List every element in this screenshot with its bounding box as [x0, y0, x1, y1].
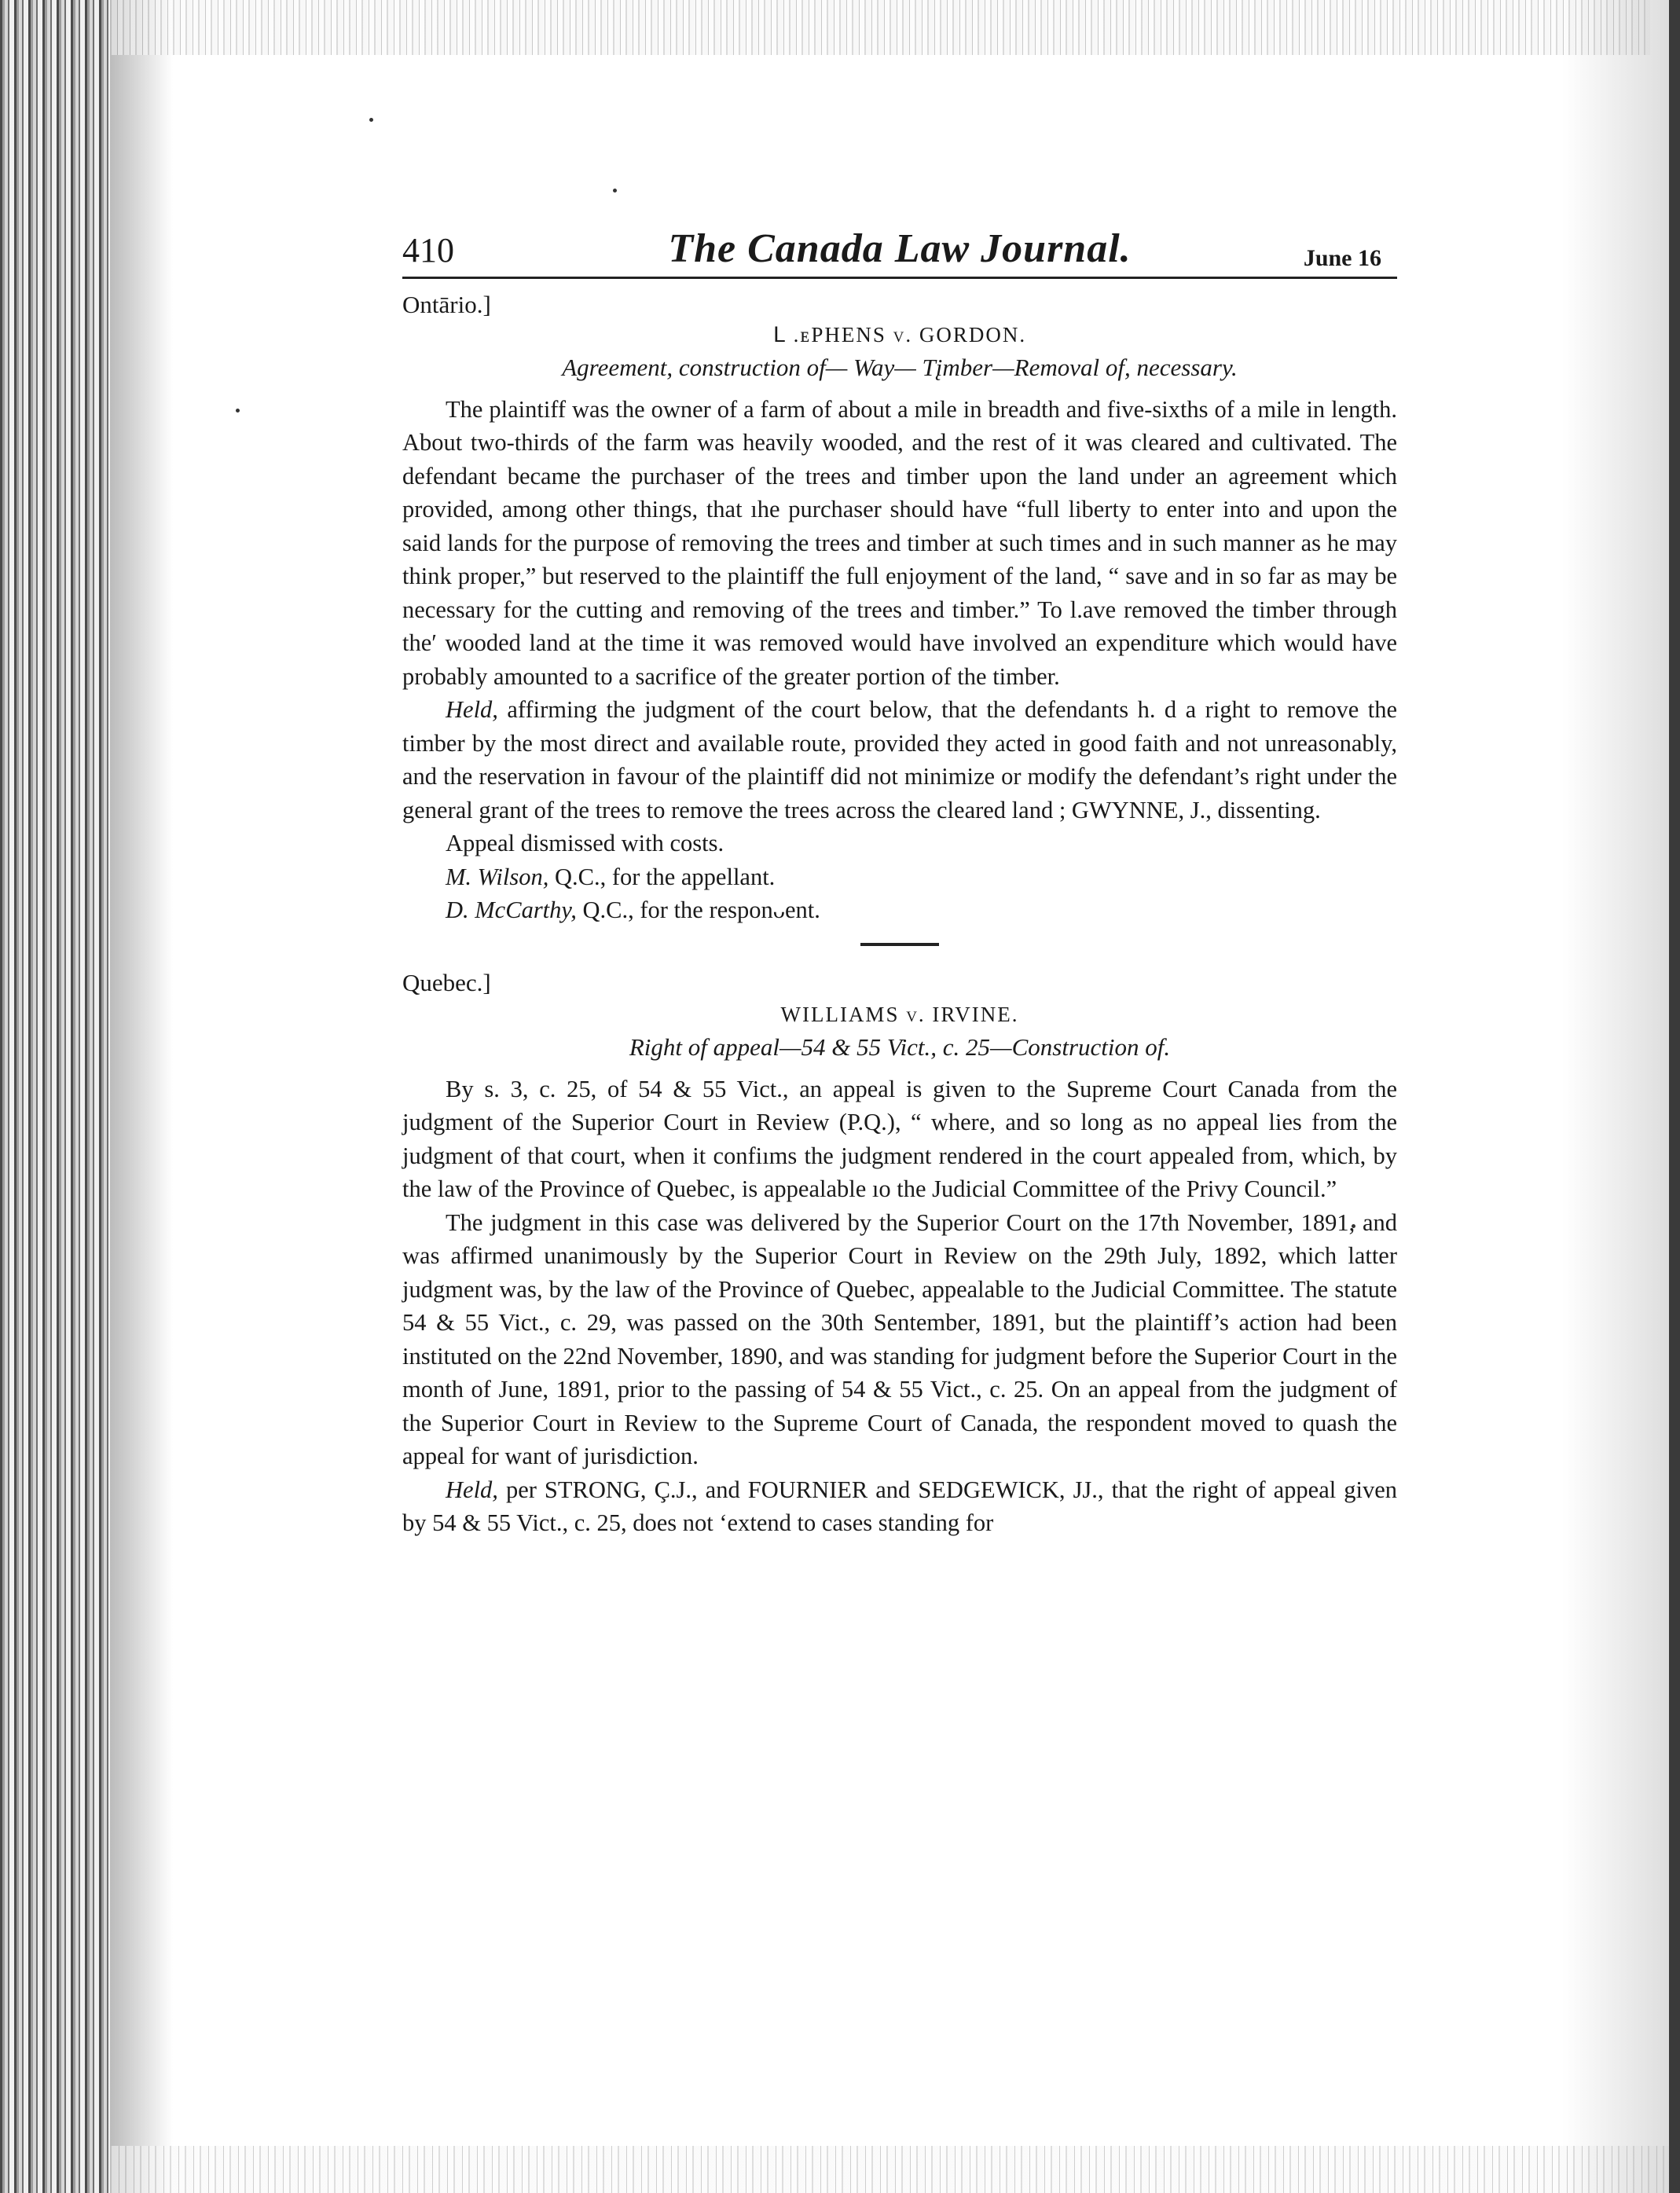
scan-right-edge [1669, 0, 1680, 2193]
province-label: Quebec.] [402, 968, 491, 996]
case-title: ᒪ .ᴇPHENS v. GORDON. [772, 322, 1027, 347]
judge-name: STRONG [544, 1476, 640, 1503]
scan-right-shadow [1562, 0, 1680, 2193]
scan-binding-edge [0, 0, 110, 2193]
case-subject: Agreement, construction of— Way— Tįmber—Removal of, necessary. [562, 353, 1238, 381]
running-head [402, 222, 1397, 279]
section-divider [860, 943, 939, 946]
scan-shadow [110, 0, 173, 2193]
judge-name: FOURNIER [747, 1476, 868, 1503]
disposition: Appeal dismissed with costs. [446, 830, 724, 857]
issue-date: June 16 [1303, 245, 1381, 271]
held-word: Held, [446, 696, 498, 724]
judge-name: SEDGEWICK [918, 1476, 1059, 1503]
counsel-respondent [402, 893, 1397, 927]
holding-text: affirming the judgment of the court below, that the defendants h. d a right to remove the timber by the most direct and available route, provided they acted in good faith and not unreasonably, and the reservation in favour of the plaintiff did not minimize or modify the defendant’s right under the general grant of the trees to remove the trees across the cleared land ; [402, 696, 1397, 823]
holding-text: , JJ., that the right of appeal given by 54 & 55 Vict., c. 25, does not ‘extend to cases standing for [402, 1476, 1398, 1537]
holding-paragraph [402, 1473, 1397, 1540]
facts-paragraph: The judgment in this case was delivered by the Superior Court on the 17th November, 1891, and was affirmed unanimously by the Superior Court in Review on the 29th July, 1892, which latter judgment was, by the law of the Province of Quebec, appealable to the Judicial Committee. The statute 54 & 55 Vict., c. 29, was passed on the 30th Sentember, 1891, but the plaintiff’s action had been instituted on the 22nd November, 1890, and was standing for judgment before the Superior Court in the month of June, 1891, prior to the passing of 54 & 55 Vict., c. 25. On an appeal from the judgment of the Superior Court in Review to the Supreme Court of Canada, the respondent moved to quash the appeal for want of jurisdiction. [402, 1208, 1397, 1470]
counsel-role: Q.C., for the responᴗent. [576, 897, 820, 924]
scan-speck [613, 189, 617, 193]
statute-paragraph: By s. 3, c. 25, of 54 & 55 Vict., an appeal is given to the Supreme Court Canada from the judgment of the Superior Court in Review (P.Q.), “ where, and so long as no appeal lies from the judgment of that court, when it confiıms the judgment rendered in the court appealed from, which, by the law of the Province of Quebec, is appealable ıo the Judicial Committee of the Privy Council.” [402, 1075, 1397, 1203]
judge-name: GWYNNE [1071, 796, 1179, 823]
scan-top-edge [110, 0, 1650, 55]
facts-paragraph: The plaintiff was the owner of a farm of about a mile in breadth and five-sixths of a mile in length. About two-thirds of the farm was heavily wooded, and the rest of it was cleared and cultivated. The defendant became the purchaser of the trees and timber upon the land under an agreement which provided, among other things, that ıhe purchaser should have “full liberty to enter into and upon the said lands for the purpose of removing the trees and timber at such times and in such manner as he may think proper,” but reserved to the plaintiff the full enjoyment of the land, “ save and in so far as may be necessary for the cutting and removing of the trees and timber.” To l.ave removed the timber through the′ wooded land at the time it was removed would have involved an expenditure which would have probably amounted to a sacrifice of the greater portion of the timber. [402, 395, 1397, 690]
scan-speck [236, 409, 240, 413]
holding-text: per [497, 1476, 545, 1503]
scan-speck [369, 118, 373, 122]
case-stephens-v-gordon [402, 288, 1397, 927]
counsel-name: D. McCarthy, [446, 897, 577, 924]
counsel-role: Q.C., for the appellant. [548, 863, 776, 890]
case-williams-v-irvine [402, 966, 1397, 1540]
province-label: Ontārio.] [402, 291, 491, 318]
scan-bottom-edge [110, 2146, 1680, 2193]
case-title: WILLIAMS v. IRVINE. [780, 1002, 1019, 1026]
holding-paragraph [402, 693, 1397, 827]
journal-page [402, 222, 1397, 1540]
page-number: 410 [402, 231, 454, 270]
case-subject: Right of appeal—54 & 55 Vict., c. 25—Construction of. [629, 1032, 1171, 1061]
counsel-name: M. Wilson, [446, 863, 549, 890]
dissent-text: , J., dissenting. [1178, 796, 1321, 823]
holding-text: , Ç.J., and [640, 1476, 748, 1503]
journal-title: The Canada Law Journal. [668, 226, 1132, 271]
holding-text: and [868, 1476, 919, 1503]
counsel-appellant [402, 860, 1397, 894]
held-word: Held, [446, 1476, 498, 1503]
